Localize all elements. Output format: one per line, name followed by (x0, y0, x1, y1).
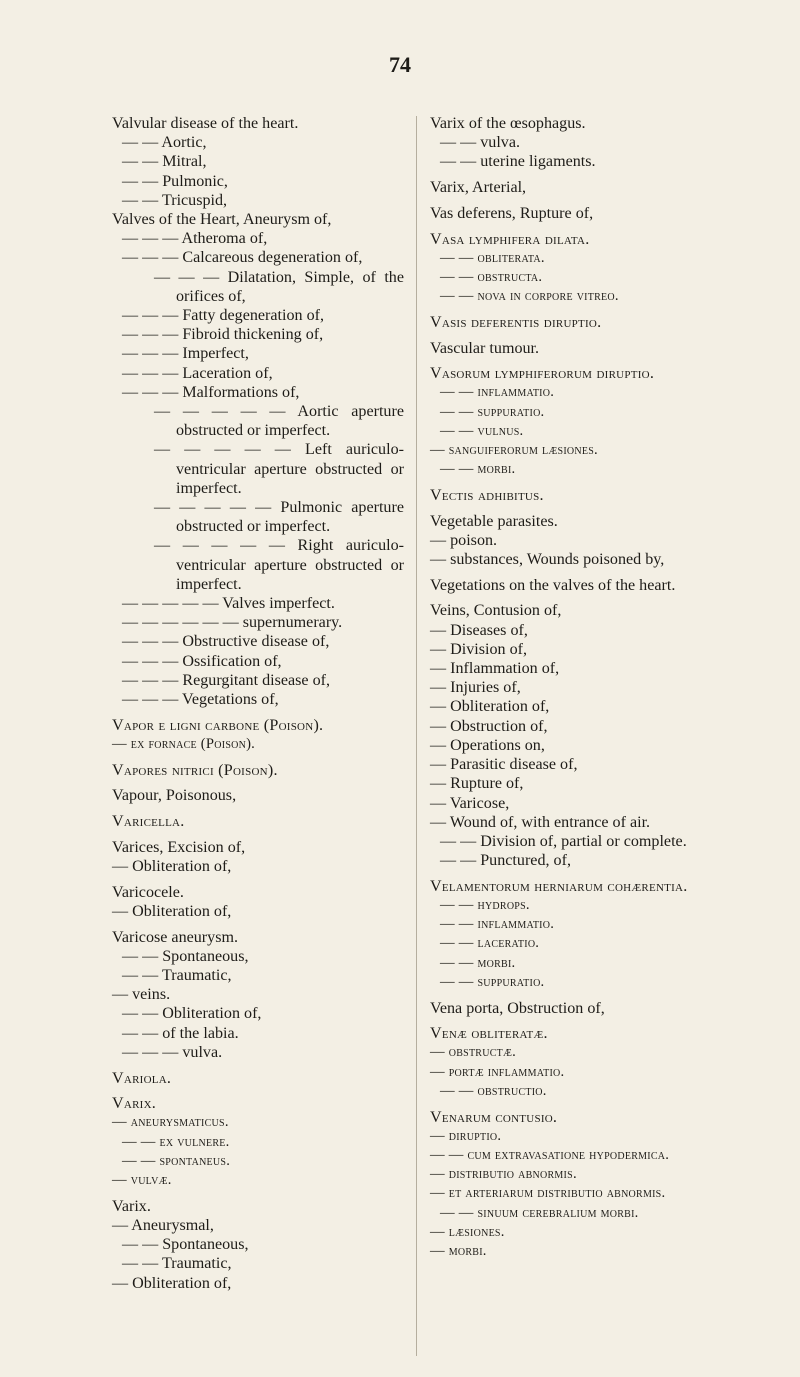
index-entry: — distributio abnormis. (430, 1166, 577, 1183)
index-entry: — Aneurysmal, (112, 1216, 214, 1234)
index-entry: — — Aortic, (122, 134, 207, 152)
index-entry: — aneurysmaticus. (112, 1114, 229, 1131)
index-entry: — Division of, (430, 640, 528, 658)
index-entry: Vectis adhibitus. (430, 486, 544, 504)
page-number: 74 (389, 52, 411, 77)
index-entry: — — obliterata. (440, 249, 545, 266)
index-entry: — — — — — — supernumerary. (122, 614, 343, 632)
index-entry: Vasorum lymphiferorum diruptio. (430, 365, 655, 383)
index-entry: — — — Dilatation, Simple, of the orifices of, (154, 268, 404, 305)
index-entry: — — morbi. (440, 954, 516, 971)
index-entry: — — Spontaneous, (122, 1236, 249, 1254)
index-entry: — — — Atheroma of, (122, 230, 268, 248)
index-entry: — diruptio. (430, 1127, 502, 1144)
index-entry: — — — — — Left auriculo-ventricular aperture obstructed or imperfect. (154, 441, 404, 497)
index-entry: — — of the labia. (122, 1024, 239, 1042)
index-entry: — — — — — Aortic aperture obstructed or imperfect. (154, 403, 404, 440)
index-entry: Vegetable parasites. (430, 512, 558, 530)
index-entry: — — obstructio. (440, 1082, 547, 1099)
index-entry: — læsiones. (430, 1223, 505, 1240)
index-entry: — Parasitic disease of, (430, 756, 578, 774)
index-entry: — — sinuum cerebralium morbi. (440, 1204, 639, 1221)
index-entry: — — — vulva. (122, 1043, 223, 1061)
index-entry: — Rupture of, (430, 775, 524, 793)
index-entry: Vasis deferentis diruptio. (430, 313, 602, 331)
index-entry: — — — — — Pulmonic aperture obstructed or imperfect. (154, 499, 404, 536)
index-entry: Variola. (112, 1069, 172, 1087)
index-entry: Vapor e ligni carbone (Poison). (112, 716, 324, 734)
index-entry: — Operations on, (430, 736, 545, 754)
index-entry: — — Division of, partial or complete. (440, 832, 687, 850)
index-entry: — — cum extravasatione hypodermica. (430, 1146, 670, 1163)
index-entry: — — spontaneus. (122, 1152, 231, 1169)
index-entry: Varicella. (112, 813, 185, 831)
index-entry: — — — — — Right auriculo-ventricular aperture obstructed or imperfect. (154, 537, 404, 593)
index-entry: — obstructæ. (430, 1044, 517, 1061)
index-entry: — portæ inflammatio. (430, 1063, 565, 1080)
index-entry: Vapour, Poisonous, (112, 787, 237, 805)
index-entry: — Varicose, (430, 794, 510, 812)
index-entry: — — — Fatty degeneration of, (122, 307, 325, 325)
index-entry: — — ex vulnere. (122, 1133, 230, 1150)
index-entry: — — — Obstructive disease of, (122, 633, 330, 651)
index-entry: — — Obliteration of, (122, 1005, 262, 1023)
index-entry: — — nova in corpore vitreo. (440, 288, 619, 305)
index-entry: — — laceratio. (440, 935, 540, 952)
index-entry: — — suppuratio. (440, 403, 545, 420)
index-entry: Vena porta, Obstruction of, (430, 999, 605, 1017)
index-entry: — — — Vegetations of, (122, 691, 279, 709)
index-entry: Valvular disease of the heart. (112, 115, 299, 132)
index-entry: Vasa lymphifera dilata. (430, 230, 590, 248)
index-entry: — ex fornace (Poison). (112, 736, 256, 752)
index-entry: — — obstructa. (440, 268, 543, 285)
index-entry: — — Traumatic, (122, 1255, 232, 1273)
index-entry: — — morbi. (440, 461, 516, 478)
index-entry: — — uterine ligaments. (440, 153, 596, 171)
index-entry: — — suppuratio. (440, 973, 545, 990)
index-entry: — — Spontaneous, (122, 947, 249, 965)
index-entry: Varix of the œsophagus. (430, 115, 586, 132)
index-entry: Vascular tumour. (430, 339, 540, 357)
index-entry: — veins. (112, 986, 171, 1004)
index-entry: — Diseases of, (430, 621, 528, 639)
column-divider (416, 116, 417, 1356)
index-entry: — Obliteration of, (112, 1274, 232, 1292)
index-entry: — — — Imperfect, (122, 345, 249, 363)
index-entry: — — — Malformations of, (122, 383, 300, 401)
index-entry: — — vulnus. (440, 422, 524, 439)
index-entry: — vulvæ. (112, 1172, 172, 1189)
index-column-right (430, 114, 730, 1261)
index-entry: Varix. (112, 1197, 151, 1215)
index-entry: — — Pulmonic, (122, 172, 228, 190)
index-entry: — poison. (430, 531, 498, 549)
index-entry: — Wound of, with entrance of air. (430, 813, 651, 831)
index-entry: — — Tricuspid, (122, 191, 228, 209)
index-entry: — Obstruction of, (430, 717, 548, 735)
index-entry: Venæ obliteratæ. (430, 1025, 548, 1043)
index-entry: Varicose aneurysm. (112, 928, 239, 946)
index-entry: — — — Fibroid thickening of, (122, 326, 324, 344)
index-entry: Vas deferens, Rupture of, (430, 204, 594, 222)
index-entry: Varices, Excision of, (112, 838, 246, 856)
index-entry: Venarum contusio. (430, 1108, 558, 1126)
index-entry: — morbi. (430, 1242, 487, 1259)
index-entry: — sanguiferorum læsiones. (430, 442, 598, 459)
index-entry: Velamentorum herniarum cohærentia. (430, 877, 688, 895)
index-column-left (112, 114, 404, 1293)
index-entry: — Obliteration of, (112, 858, 232, 876)
index-entry: — — — Ossification of, (122, 652, 282, 670)
index-entry: — — Mitral, (122, 153, 207, 171)
index-entry: — Obliteration of, (112, 902, 232, 920)
index-entry: — — hydrops. (440, 897, 530, 914)
index-entry: — Injuries of, (430, 679, 521, 697)
index-entry: — — Traumatic, (122, 967, 232, 985)
index-entry: — — — Regurgitant disease of, (122, 671, 330, 689)
index-entry: Varix, Arterial, (430, 179, 527, 197)
index-entry: Vegetations on the valves of the heart. (430, 576, 676, 594)
index-entry: — Obliteration of, (430, 698, 550, 716)
index-entry: — — — Calcareous degeneration of, (122, 249, 363, 267)
index-entry: — — inflammatio. (440, 384, 555, 401)
index-entry: Varicocele. (112, 883, 184, 901)
index-entry: — substances, Wounds poisoned by, (430, 551, 665, 569)
index-entry: Vapores nitrici (Poison). (112, 761, 278, 779)
index-entry: Varix. (112, 1095, 157, 1113)
index-entry: — et arteriarum distributio abnormis. (430, 1185, 666, 1202)
index-entry: — — inflammatio. (440, 916, 555, 933)
index-entry: — — Punctured, of, (440, 852, 571, 870)
index-entry: — — — — — Valves imperfect. (122, 595, 335, 613)
index-entry: Veins, Contusion of, (430, 602, 562, 620)
index-entry: — — — Laceration of, (122, 364, 273, 382)
index-entry: — Inflammation of, (430, 660, 560, 678)
index-entry: — — vulva. (440, 134, 521, 152)
index-entry: Valves of the Heart, Aneurysm of, (112, 211, 332, 229)
